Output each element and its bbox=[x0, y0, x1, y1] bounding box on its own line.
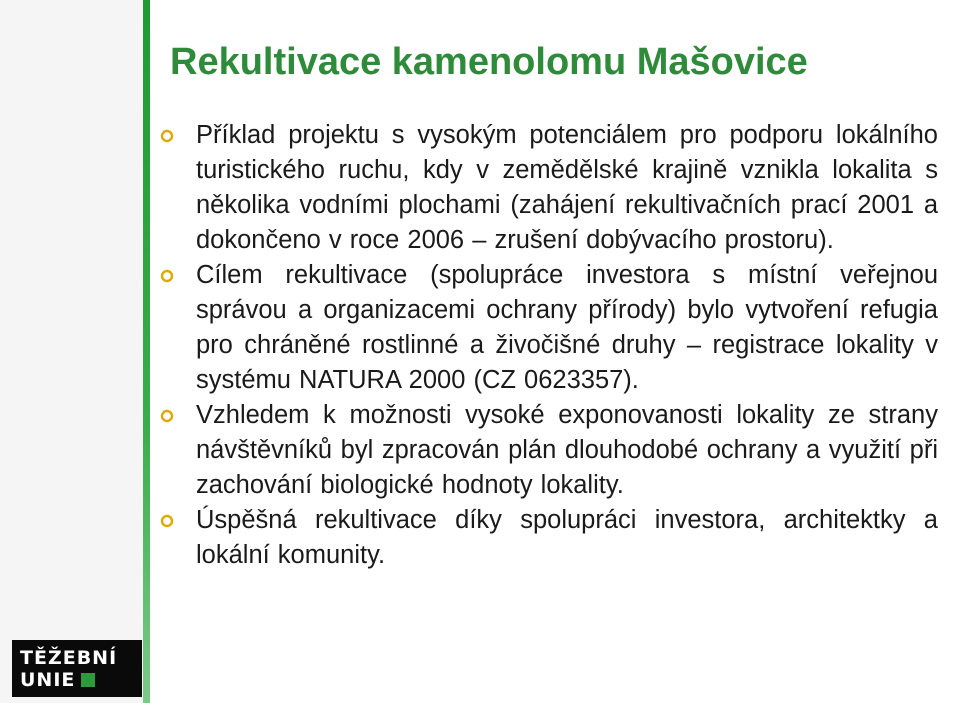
logo-text-2: UNIE bbox=[20, 668, 76, 691]
bullet-text: Příklad projektu s vysokým potenciálem pro podporu lokálního turistického ruchu, kdy v zemědělské krajině vznikla lokalita s několika vodními plochami (zahájení rekultivačních prací 2001 a dokončeno v roce 2006 – zrušení dobývacího prostoru). bbox=[196, 121, 938, 254]
ring-bullet-icon bbox=[160, 398, 196, 433]
bullet-text: Cílem rekultivace (spolupráce investora s místní veřejnou správou a organizacemi ochrany přírody) bylo vytvoření refugia pro chráněné rostlinné a živočišné druhy – registrace lokality v systému NATURA 2000 (CZ 0623357). bbox=[196, 261, 938, 394]
left-sidebar bbox=[0, 0, 143, 703]
tezebni-unie-logo bbox=[12, 640, 142, 697]
bullet-item bbox=[160, 118, 938, 258]
logo-line-1 bbox=[20, 647, 142, 669]
logo-text-1: TĚŽEBNÍ bbox=[20, 646, 118, 669]
slide-title: Rekultivace kamenolomu Mašovice bbox=[170, 41, 808, 83]
bullet-list bbox=[160, 118, 938, 573]
ring-bullet-icon bbox=[160, 503, 196, 538]
ring-bullet-icon bbox=[160, 258, 196, 293]
bullet-item bbox=[160, 503, 938, 573]
bullet-text: Vzhledem k možnosti vysoké exponovanosti lokality ze strany návštěvníků byl zpracován plán dlouhodobé ochrany a využití při zachování biologické hodnoty lokality. bbox=[196, 401, 938, 499]
bullet-item bbox=[160, 398, 938, 503]
bullet-item bbox=[160, 258, 938, 398]
bullet-text: Úspěšná rekultivace díky spolupráci investora, architektky a lokální komunity. bbox=[196, 506, 938, 569]
logo-line-2 bbox=[20, 669, 142, 691]
green-accent-bar bbox=[143, 0, 150, 703]
ring-bullet-icon bbox=[160, 118, 196, 153]
logo-green-square-icon bbox=[81, 673, 95, 687]
